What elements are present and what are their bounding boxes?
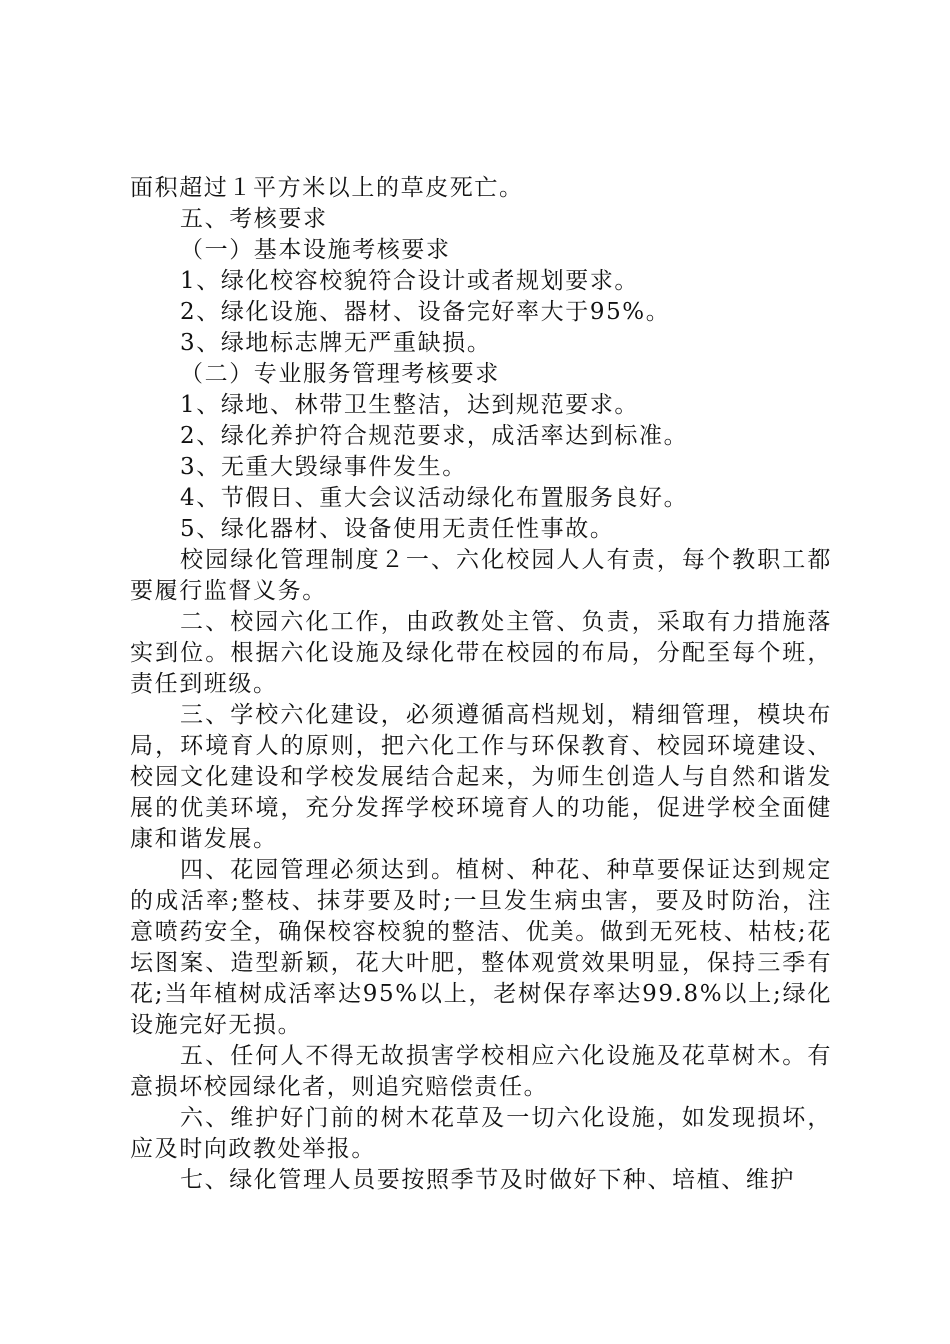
list-item: 2、绿化养护符合规范要求，成活率达到标准。 [180,423,689,449]
body-paragraph: 七、绿化管理人员要按照季节及时做好下种、培植、维护 [180,1167,795,1193]
body-paragraph: 六、维护好门前的树木花草及一切六化设施，如发现损坏，应及时向政教处举报。 [130,1105,832,1162]
list-item: 5、绿化器材、设备使用无责任性事故。 [180,516,615,542]
body-paragraph: 五、任何人不得无故损害学校相应六化设施及花草树木。有意损坏校园绿化者，则追究赔偿责任。 [130,1043,832,1100]
body-paragraph: 二、校园六化工作，由政教处主管、负责，采取有力措施落实到位。根据六化设施及绿化带在校园的布局，分配至每个班，责任到班级。 [130,609,832,697]
list-item: 1、绿地、林带卫生整洁，达到规范要求。 [180,392,640,418]
list-item: 3、绿地标志牌无严重缺损。 [180,330,492,356]
section-heading-assessment: 五、考核要求 [180,206,328,232]
body-paragraph: 四、花园管理必须达到。植树、种花、种草要保证达到规定的成活率;整枝、抹芽要及时;一旦发生病虫害，要及时防治，注意喷药安全，确保校容校貌的整洁、优美。做到无死枝、枯枝;花坛图案、造型新颖，花大叶肥，整体观赏效果明显，保持三季有花;当年植树成活率达95%以上，老树保存率达99.8%以上;绿化设施完好无损。 [130,857,832,1038]
body-paragraph: 三、学校六化建设，必须遵循高档规划，精细管理，模块布局，环境育人的原则，把六化工作与环保教育、校园环境建设、校园文化建设和学校发展结合起来，为师生创造人与自然和谐发展的优美环境，充分发挥学校环境育人的功能，促进学校全面健康和谐发展。 [130,702,832,852]
subsection-heading-service-management: （二）专业服务管理考核要求 [180,361,500,387]
list-item: 2、绿化设施、器材、设备完好率大于95%。 [180,299,671,325]
body-paragraph: 校园绿化管理制度２一、六化校园人人有责，每个教职工都要履行监督义务。 [130,547,832,604]
list-item: 4、节假日、重大会议活动绿化布置服务良好。 [180,485,689,511]
list-item: 3、无重大毁绿事件发生。 [180,454,467,480]
document-body [130,173,832,1196]
subsection-heading-basic-facilities: （一）基本设施考核要求 [180,237,451,263]
list-item: 1、绿化校容校貌符合设计或者规划要求。 [180,268,640,294]
paragraph-continuation: 面积超过１平方米以上的草皮死亡。 [130,175,524,201]
